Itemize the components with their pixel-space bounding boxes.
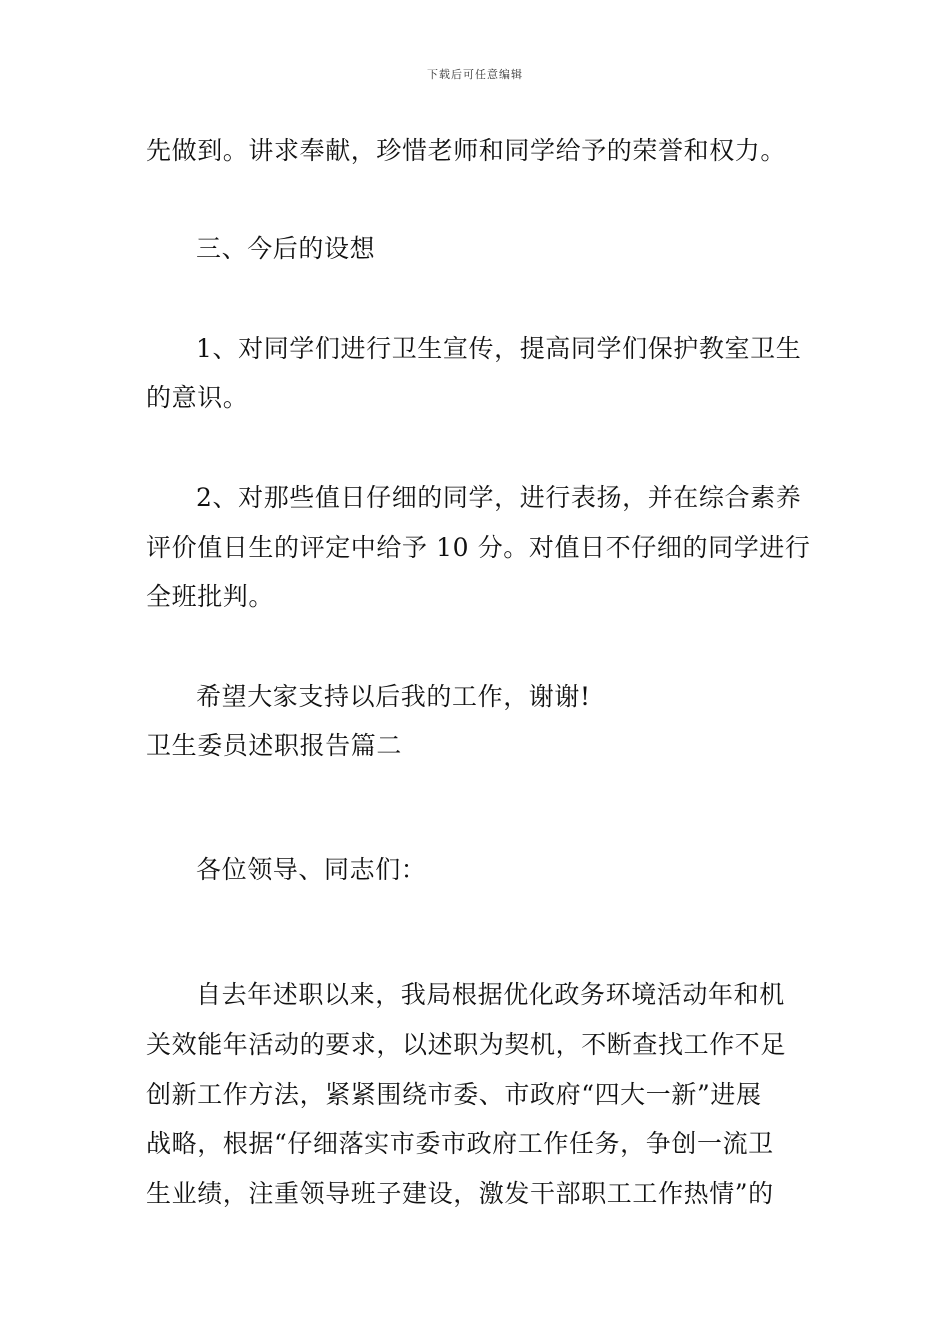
text-line: 关效能年活动的要求，以述职为契机，不断查找工作不足 bbox=[146, 1030, 787, 1059]
article-title: 卫生委员述职报告篇二 bbox=[146, 731, 403, 760]
text-line: 生业绩，注重领导班子建设，激发干部职工工作热情”的 bbox=[146, 1179, 774, 1208]
text-line: 希望大家支持以后我的工作，谢谢! bbox=[196, 682, 591, 711]
text-line: 2、对那些值日仔细的同学，进行表扬，并在综合素养 bbox=[196, 483, 802, 512]
page-header-note: 下载后可任意编辑 bbox=[427, 68, 523, 81]
text-line: 战略，根据“仔细落实市委市政府工作任务，争创一流卫 bbox=[146, 1129, 774, 1158]
text-line: 自去年述职以来，我局根据优化政务环境活动年和机 bbox=[196, 980, 785, 1009]
text-line: 创新工作方法，紧紧围绕市委、市政府“四大一新”进展 bbox=[146, 1080, 762, 1109]
text-line: 1、对同学们进行卫生宣传，提高同学们保护教室卫生 bbox=[196, 334, 802, 363]
section-heading: 三、今后的设想 bbox=[196, 234, 376, 263]
text-line: 全班批判。 bbox=[146, 582, 275, 611]
text-line: 的意识。 bbox=[146, 383, 249, 412]
text-line: 先做到。讲求奉献，珍惜老师和同学给予的荣誉和权力。 bbox=[146, 136, 787, 165]
salutation: 各位领导、同志们： bbox=[196, 855, 427, 884]
text-line: 评价值日生的评定中给予 10 分。对值日不仔细的同学进行 bbox=[146, 533, 811, 562]
